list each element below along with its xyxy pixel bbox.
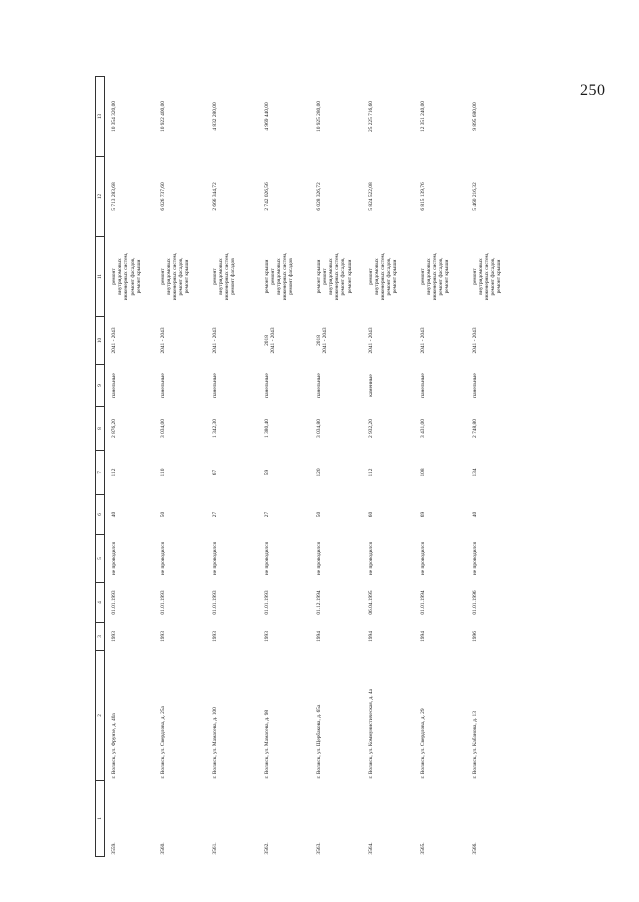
area-cell: 3 034,00 (159, 419, 166, 438)
repair-period-cell: 2041 - 2043 (419, 327, 426, 354)
repair-period-cell: 2041 - 2043 (471, 327, 478, 354)
address-cell: г. Волжск, ул. Свердлова, д. 29 (419, 708, 426, 779)
total-cost-cell: 9 895 680,00 (471, 102, 478, 131)
repair-works-cell: ремонт внутридомовых инженерных систем, ремонт фасадов, ремонт крыши (419, 252, 451, 301)
rotated-table-wrapper (95, 77, 520, 857)
total-cost-cell: 10 922 400,00 (159, 101, 166, 132)
cost-cell: 5 824 522,08 (367, 182, 374, 211)
wall-material-cell: панельные (263, 373, 270, 398)
survey-cell: не проводился (471, 541, 478, 576)
cost-cell: 2 666 344,72 (211, 182, 218, 211)
area-cell: 2 876,20 (111, 419, 117, 438)
survey-cell: не проводился (263, 541, 270, 576)
repair-period-cell: 2018 2041 - 2043 (263, 327, 276, 354)
date-cell: 01.01.1993 (211, 590, 218, 615)
survey-cell: не проводился (419, 541, 426, 576)
total-cost-cell: 10 925 280,00 (315, 101, 322, 132)
build-year-cell: 1993 (159, 631, 166, 642)
table-row (105, 77, 157, 857)
total-cost-cell: 10 354 320,00 (111, 101, 117, 132)
table-row (469, 77, 521, 857)
column-number-header: 2 (96, 651, 105, 781)
wall-material-cell: панельные (111, 373, 117, 398)
column-7-cell: 112 (111, 468, 117, 477)
wall-material-cell: каменные (367, 374, 374, 397)
table-row (417, 77, 469, 857)
table-row (261, 77, 313, 857)
area-cell: 1 342,30 (211, 419, 218, 438)
area-cell: 3 034,80 (315, 419, 322, 438)
column-7-cell: 110 (159, 468, 166, 477)
address-cell: г. Волжск, ул. Фрунзе, д. 40а (111, 713, 117, 779)
repair-works-cell: ремонт крыши ремонт внутридомовых инженерных систем, ремонт фасадов (263, 252, 295, 301)
table-header (96, 77, 105, 857)
total-cost-cell: 4 969 440,00 (263, 102, 270, 131)
wall-material-cell: панельные (419, 373, 426, 398)
cost-cell: 6 028 326,72 (315, 182, 322, 211)
row-number: 3565. (419, 842, 426, 855)
address-cell: г. Волжск, ул. Свердлова, д. 25а (159, 706, 166, 779)
column-number-header: 5 (96, 535, 105, 583)
build-year-cell: 1993 (211, 631, 218, 642)
cost-cell: 2 742 026,56 (263, 182, 270, 211)
row-number: 3564. (367, 842, 374, 855)
survey-cell: не проводился (111, 541, 117, 576)
wall-material-cell: панельные (471, 373, 478, 398)
date-cell: 01.12.1994 (315, 590, 322, 615)
column-6-cell: 50 (159, 511, 166, 518)
repair-works-cell: ремонт внутридомовых инженерных систем, ремонт фасадов, ремонт крыши (111, 252, 142, 301)
cost-cell: 5 713 283,68 (111, 182, 117, 211)
date-cell: 01.01.1994 (419, 590, 426, 615)
column-number-header: 12 (96, 157, 105, 237)
survey-cell: не проводился (367, 541, 374, 576)
column-7-cell: 120 (315, 468, 322, 477)
area-cell: 2 748,80 (471, 419, 478, 438)
total-cost-cell: 4 832 280,00 (211, 102, 218, 131)
column-6-cell: 60 (367, 511, 374, 518)
date-cell: 01.01.1996 (471, 590, 478, 615)
address-cell: г. Волжск, ул. Мамасева, д. 98 (263, 709, 270, 779)
date-cell: 06.04.1995 (367, 590, 374, 615)
date-cell: 01.01.1993 (159, 590, 166, 615)
column-number-header: 10 (96, 317, 105, 365)
row-number: 3562. (263, 842, 270, 855)
repair-works-cell: ремонт внутридомовых инженерных систем, ремонт фасадов, ремонт крыши (367, 252, 399, 301)
cost-cell: 6 815 139,76 (419, 182, 426, 211)
wall-material-cell: панельные (211, 373, 218, 398)
table-body (105, 77, 521, 857)
column-number-header: 8 (96, 407, 105, 451)
area-cell: 1 380,40 (263, 419, 270, 438)
repair-works-cell: ремонт внутридомовых инженерных систем, ремонт фасадов, ремонт крыши (471, 252, 503, 301)
column-number-header: 13 (96, 77, 105, 157)
cost-cell: 6 026 737,60 (159, 182, 166, 211)
column-number-header: 4 (96, 583, 105, 623)
page-number: 250 (580, 82, 606, 99)
total-cost-cell: 12 351 240,00 (419, 101, 426, 132)
table-row (157, 77, 209, 857)
repair-period-cell: 2041 - 2043 (159, 327, 166, 354)
column-number-header: 1 (96, 781, 105, 857)
column-number-header: 6 (96, 495, 105, 535)
column-7-cell: 67 (211, 469, 218, 476)
table-row (313, 77, 365, 857)
row-number: 3561. (211, 842, 218, 855)
column-number-header: 11 (96, 237, 105, 317)
column-7-cell: 108 (419, 468, 426, 477)
table-row (209, 77, 261, 857)
repair-works-cell: ремонт крыши ремонт внутридомовых инженерных систем, ремонт фасадов, ремонт крыши (315, 252, 353, 301)
wall-material-cell: панельные (159, 373, 166, 398)
repair-works-cell: ремонт внутридомовых инженерных систем, ремонт фасадов (211, 252, 237, 301)
repair-period-cell: 2041 - 2043 (211, 327, 218, 354)
wall-material-cell: панельные (315, 373, 322, 398)
build-year-cell: 1994 (419, 631, 426, 642)
repair-period-cell: 2041 - 2043 (367, 327, 374, 354)
column-number-header: 3 (96, 623, 105, 651)
housing-repair-table (95, 76, 521, 857)
build-year-cell: 1993 (263, 631, 270, 642)
table-row (365, 77, 417, 857)
column-6-cell: 27 (263, 511, 270, 518)
survey-cell: не проводился (211, 541, 218, 576)
date-cell: 01.01.1993 (263, 590, 270, 615)
build-year-cell: 1993 (111, 631, 117, 642)
date-cell: 01.01.1993 (111, 590, 117, 615)
repair-period-cell: 2041 - 2043 (111, 327, 117, 354)
column-6-cell: 50 (315, 511, 322, 518)
column-6-cell: 69 (419, 511, 426, 518)
column-7-cell: 112 (367, 468, 374, 477)
repair-works-cell: ремонт внутридомовых инженерных систем, ремонт фасадов, ремонт крыши (159, 252, 191, 301)
build-year-cell: 1994 (367, 631, 374, 642)
column-7-cell: 134 (471, 468, 478, 477)
column-6-cell: 40 (471, 511, 478, 518)
row-number: 3560. (159, 842, 166, 855)
column-7-cell: 59 (263, 469, 270, 476)
repair-period-cell: 2018 2041 - 2043 (315, 327, 328, 354)
build-year-cell: 1996 (471, 631, 478, 642)
column-6-cell: 40 (111, 511, 117, 518)
survey-cell: не проводился (159, 541, 166, 576)
column-6-cell: 27 (211, 511, 218, 518)
area-cell: 3 431,00 (419, 419, 426, 438)
column-number-header: 9 (96, 365, 105, 407)
row-number: 3559. (111, 842, 117, 855)
area-cell: 2 932,20 (367, 419, 374, 438)
address-cell: г. Волжск, ул. Кабанова, д. 13 (471, 711, 478, 779)
survey-cell: не проводился (315, 541, 322, 576)
build-year-cell: 1994 (315, 631, 322, 642)
total-cost-cell: 25 225 716,60 (367, 101, 374, 132)
address-cell: г. Волжск, ул. Щербакова, д. 65а (315, 704, 322, 779)
address-cell: г. Волжск, ул. Мамасева, д. 100 (211, 707, 218, 779)
cost-cell: 5 460 216,32 (471, 182, 478, 211)
column-number-header: 7 (96, 451, 105, 495)
row-number: 3566. (471, 842, 478, 855)
row-number: 3563. (315, 842, 322, 855)
address-cell: г. Волжск, ул. Коммунистическая, д. 4а (367, 689, 374, 779)
